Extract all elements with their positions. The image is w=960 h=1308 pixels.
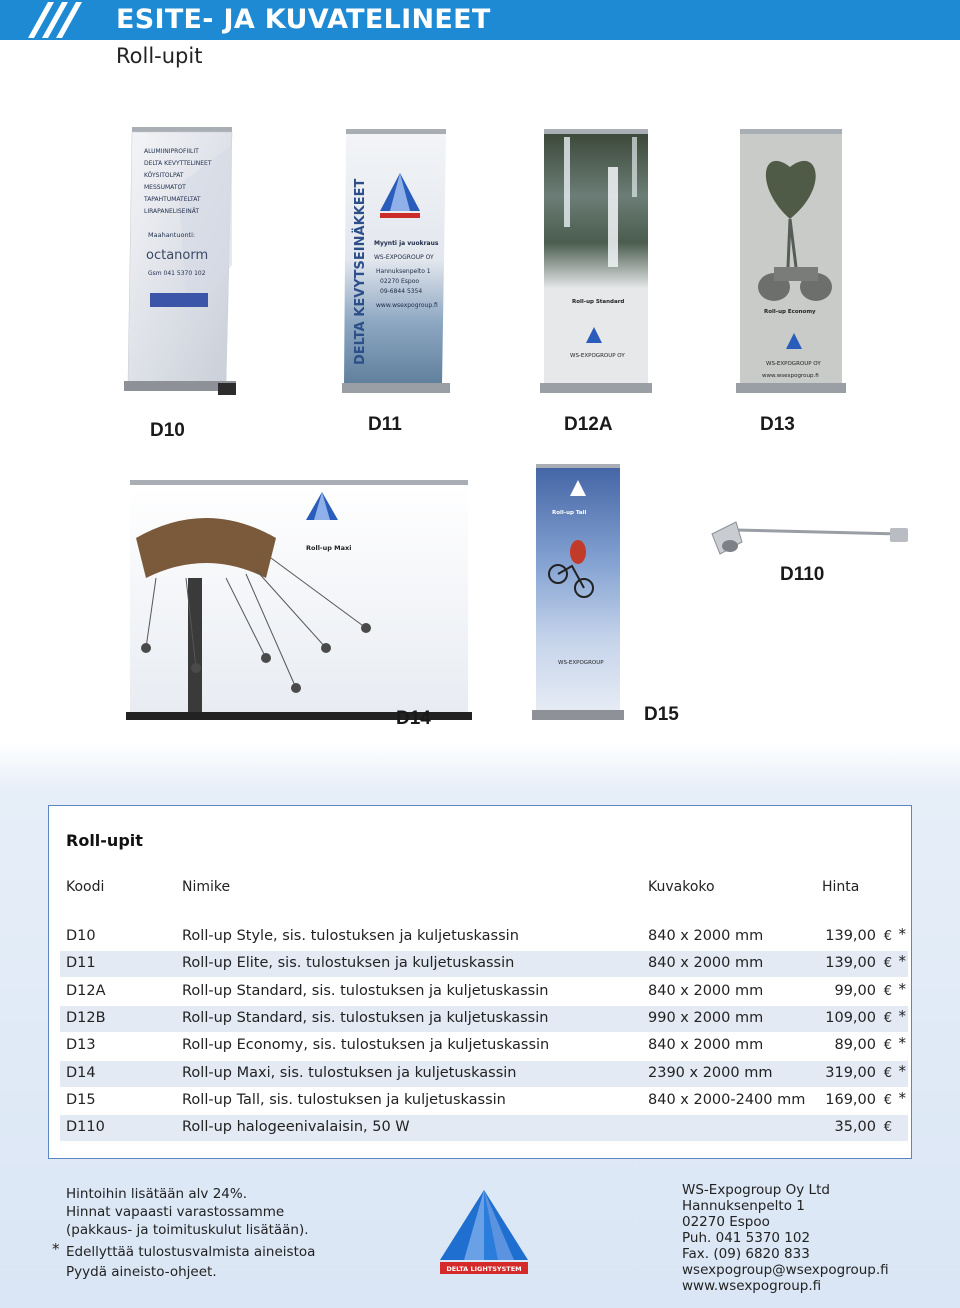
row-currency: €: [883, 956, 892, 971]
row-size: 840 x 2000-2400 mm: [648, 1092, 806, 1108]
d15-line-2: WS-EXPOGROUP: [558, 660, 604, 666]
row-code: D15: [66, 1092, 96, 1108]
label-d11: D11: [368, 414, 402, 435]
footer-note-5: Pyydä aineisto-ohjeet.: [66, 1264, 217, 1280]
row-name: Roll-up Style, sis. tulostuksen ja kuljetuskassin: [182, 928, 519, 944]
row-mark: *: [898, 980, 906, 998]
d13-line-1: Roll-up Economy: [764, 309, 816, 315]
row-name: Roll-up halogeenivalaisin, 50 W: [182, 1119, 410, 1135]
logo-text: DELTA LIGHTSYSTEM: [446, 1265, 522, 1273]
table-row: [60, 1033, 908, 1059]
table-title: Roll-upit: [66, 831, 143, 850]
d10-line-1: ALUMIINIPROFIILIT: [144, 148, 199, 155]
row-name: Roll-up Standard, sis. tulostuksen ja kuljetuskassin: [182, 1010, 549, 1026]
page-title: ESITE- JA KUVATELINEET: [116, 4, 491, 35]
label-d13: D13: [760, 414, 795, 435]
row-currency: €: [883, 1038, 892, 1053]
company-name: WS-Expogroup Oy Ltd: [682, 1182, 830, 1198]
label-d110: D110: [780, 564, 825, 585]
d11-line-3: Hannuksenpelto 1: [376, 268, 431, 275]
row-code: D12B: [66, 1010, 106, 1026]
table-row: [60, 1115, 908, 1141]
row-size: 990 x 2000 mm: [648, 1010, 764, 1026]
label-d10: D10: [150, 420, 185, 441]
column-header-size: Kuvakoko: [648, 879, 715, 895]
d10-line-2: DELTA KEVYTTELINEET: [144, 160, 212, 167]
row-mark: *: [898, 952, 906, 970]
row-name: Roll-up Maxi, sis. tulostuksen ja kuljetuskassin: [182, 1065, 517, 1081]
row-mark: *: [898, 1034, 906, 1052]
d10-line-5: TAPAHTUMATELTAT: [144, 196, 201, 203]
product-image-d110: [706, 512, 918, 562]
row-code: D14: [66, 1065, 96, 1081]
row-mark: *: [898, 1062, 906, 1080]
company-address: Hannuksenpelto 1: [682, 1198, 805, 1214]
d13-line-3: www.wsexpogroup.fi: [762, 373, 819, 379]
product-image-d11: [336, 127, 454, 395]
product-image-d12a: [536, 127, 654, 397]
d12a-line-1: Roll-up Standard: [572, 299, 625, 305]
table-row: [60, 1061, 908, 1087]
row-size: 840 x 2000 mm: [648, 983, 764, 999]
row-name: Roll-up Economy, sis. tulostuksen ja kuljetuskassin: [182, 1037, 550, 1053]
table-row: [60, 979, 908, 1005]
row-size: 840 x 2000 mm: [648, 928, 764, 944]
row-size: 2390 x 2000 mm: [648, 1065, 773, 1081]
d10-line-8: octanorm: [146, 248, 209, 263]
label-d14: D14: [396, 708, 431, 729]
column-header-name: Nimike: [182, 879, 231, 895]
d12a-line-2: WS-EXPOGROUP OY: [570, 353, 625, 359]
table-row: [60, 951, 908, 977]
d14-line-1: Roll-up Maxi: [306, 544, 352, 552]
company-fax: Fax. (09) 6820 833: [682, 1246, 810, 1262]
d10-line-3: KÖYSITOLPAT: [144, 172, 184, 179]
row-price: 89,00: [834, 1037, 876, 1053]
product-image-d13: [734, 127, 848, 397]
row-name: Roll-up Elite, sis. tulostuksen ja kuljetuskassin: [182, 955, 515, 971]
row-code: D11: [66, 955, 96, 971]
company-email[interactable]: wsexpogroup@wsexpogroup.fi: [682, 1262, 889, 1278]
row-price: 169,00: [825, 1092, 876, 1108]
row-mark: *: [898, 925, 906, 943]
row-name: Roll-up Tall, sis. tulostuksen ja kuljetuskassin: [182, 1092, 506, 1108]
table-row: [60, 924, 908, 950]
table-row: [60, 1006, 908, 1032]
row-price: 139,00: [825, 955, 876, 971]
footer-note-1: Hintoihin lisätään alv 24%.: [66, 1186, 248, 1202]
label-d15: D15: [644, 704, 679, 725]
row-currency: €: [883, 1011, 892, 1026]
row-price: 35,00: [834, 1119, 876, 1135]
d11-line-6: www.wsexpogroup.fi: [376, 302, 438, 309]
footer-note-4: Edellyttää tulostusvalmista aineistoa: [66, 1244, 316, 1260]
company-postcode: 02270 Espoo: [682, 1214, 770, 1230]
row-size: 840 x 2000 mm: [648, 955, 764, 971]
d11-vertical-text: DELTA KEVYTSEINÄKKEET: [353, 178, 368, 365]
company-website[interactable]: www.wsexpogroup.fi: [682, 1278, 822, 1294]
d10-line-7: Maahantuonti:: [148, 231, 196, 239]
row-name: Roll-up Standard, sis. tulostuksen ja kuljetuskassin: [182, 983, 549, 999]
row-code: D10: [66, 928, 96, 944]
d11-line-4: 02270 Espoo: [380, 278, 420, 285]
row-price: 319,00: [825, 1065, 876, 1081]
label-d12a: D12A: [564, 414, 613, 435]
d10-line-6: LIRAPANELISEINÄT: [144, 208, 200, 215]
d15-line-1: Roll-up Tall: [552, 510, 587, 516]
d10-line-4: MESSUMATOT: [144, 184, 186, 191]
row-currency: €: [883, 1066, 892, 1081]
footer-note-3: (pakkaus- ja toimituskulut lisätään).: [66, 1222, 309, 1238]
product-image-d15: [532, 462, 624, 726]
footer-note-2: Hinnat vapaasti varastossamme: [66, 1204, 285, 1220]
table-row: [60, 1088, 908, 1114]
row-mark: *: [898, 1089, 906, 1107]
row-currency: €: [883, 984, 892, 999]
footer-note-mark: *: [52, 1240, 60, 1258]
row-price: 99,00: [834, 983, 876, 999]
row-price: 139,00: [825, 928, 876, 944]
row-currency: €: [883, 1120, 892, 1135]
column-header-code: Koodi: [66, 879, 105, 895]
d10-line-9: Gsm 041 5370 102: [148, 270, 206, 277]
delta-lightsystem-logo: [434, 1186, 534, 1278]
column-header-price: Hinta: [822, 879, 860, 895]
row-price: 109,00: [825, 1010, 876, 1026]
d11-line-1: Myynti ja vuokraus: [374, 240, 439, 247]
d11-line-5: 09-6844 5354: [380, 288, 423, 295]
d13-line-2: WS-EXPOGROUP OY: [766, 361, 821, 367]
product-image-d10: [118, 125, 238, 397]
d11-line-2: WS-EXPOGROUP OY: [374, 254, 434, 261]
product-image-d14: [126, 478, 472, 734]
header-stripes-logo: [14, 2, 94, 38]
row-code: D13: [66, 1037, 96, 1053]
row-currency: €: [883, 929, 892, 944]
row-size: 840 x 2000 mm: [648, 1037, 764, 1053]
row-code: D12A: [66, 983, 106, 999]
row-code: D110: [66, 1119, 105, 1135]
row-mark: *: [898, 1007, 906, 1025]
row-currency: €: [883, 1093, 892, 1108]
company-phone: Puh. 041 5370 102: [682, 1230, 811, 1246]
page-subtitle: Roll-upit: [116, 44, 203, 68]
